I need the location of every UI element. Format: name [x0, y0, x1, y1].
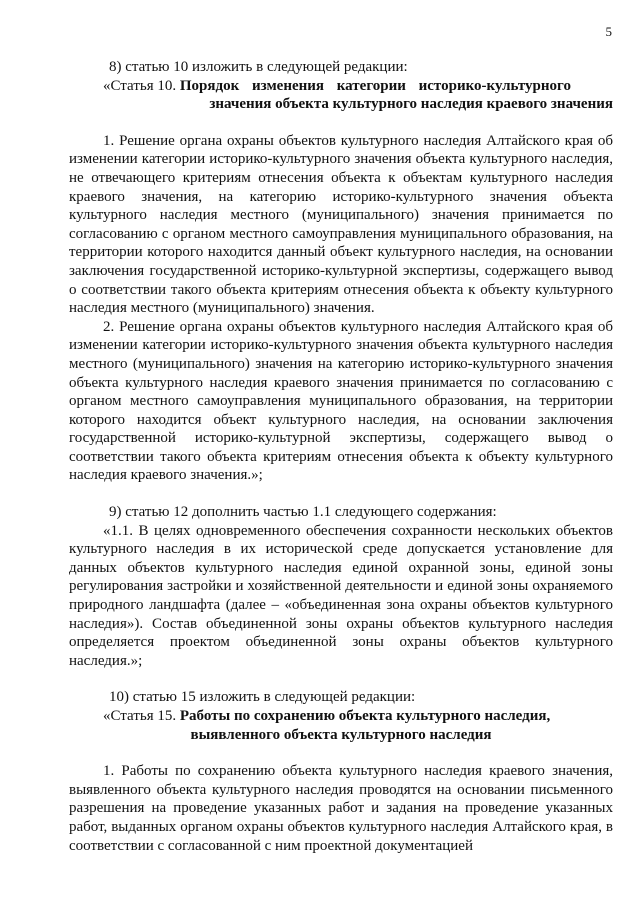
article-15-title-line2: выявленного объекта культурного наследия [190, 726, 492, 743]
amendment-9-lead: 9) статью 12 дополнить частью 1.1 следующего содержания: [109, 504, 497, 521]
article-10-title-line1: Порядок изменения категории историко-культурного [179, 77, 571, 94]
page-number: 5 [605, 24, 612, 39]
article-10-paragraph-1: 1. Решение органа охраны объектов культурного наследия Алтайского края об изменении категории историко-культурного значения объекта культурного наследия, не отвечающего критериям отнесения объекта к объектам культурного наследия краевого значения, на категорию историко-культурного значения объекта культурного наследия местного (муниципального) значения принимается по согласованию с органом местного самоуправления муниципального образования, на территории которого находится данный объект культурного наследия, на основании заключения государственной историко-культурной экспертизы, содержащего вывод о соответствии такого объекта критериям отнесения объекта к объекту культурного наследия местного (муниципального) значения. [69, 132, 613, 317]
document-body [69, 58, 613, 855]
article-15-heading [69, 707, 613, 744]
article-15-paragraph-1: 1. Работы по сохранению объекта культурного наследия краевого значения, выявленного объекта культурного наследия проводятся на основании письменного разрешения на проведение указанных работ и задания на проведение указанных работ, выданных органом охраны объектов культурного наследия Алтайского края, в соответствии с согласованной с ним проектной документацией [69, 763, 613, 854]
article-10-title-line2: значения объекта культурного наследия краевого значения [209, 96, 613, 113]
article-12-part-1-1: «1.1. В целях одновременного обеспечения сохранности нескольких объектов культурного наследия в их исторической среде допускается установление для данных объектов культурного наследия единой охранной зоны, единой зоны регулирования застройки и хозяйственной деятельности и единой зоны охраняемого природного ландшафта (далее – «объединенная зона охраны объектов культурного наследия»). Состав объединенной зоны охраны объектов культурного наследия определяется проектом объединенной зоны охраны объектов культурного наследия.»; [69, 522, 613, 669]
amendment-8-lead: 8) статью 10 изложить в следующей редакции: [109, 59, 408, 75]
amendment-10-lead: 10) статью 15 изложить в следующей редакции: [109, 689, 416, 706]
article-15-title-line1: Работы по сохранению объекта культурного наследия, [179, 708, 551, 724]
article-10-heading [69, 77, 613, 114]
article-10-prefix: «Статья 10. [103, 77, 180, 94]
article-10-paragraph-2: 2. Решение органа охраны объектов культурного наследия Алтайского края об изменении категории историко-культурного значения объекта культурного наследия местного (муниципального) значения на категорию историко-культурного значения объекта культурного наследия краевого значения принимается по согласованию с органом местного самоуправления муниципального образования, на территории которого находится объект культурного наследия, на основании заключения государственной историко-культурной экспертизы, содержащего вывод о соответствии такого объекта критериям отнесения объекта к объекту культурного наследия краевого значения.»; [69, 318, 613, 484]
article-15-prefix: «Статья 15. [103, 708, 180, 724]
